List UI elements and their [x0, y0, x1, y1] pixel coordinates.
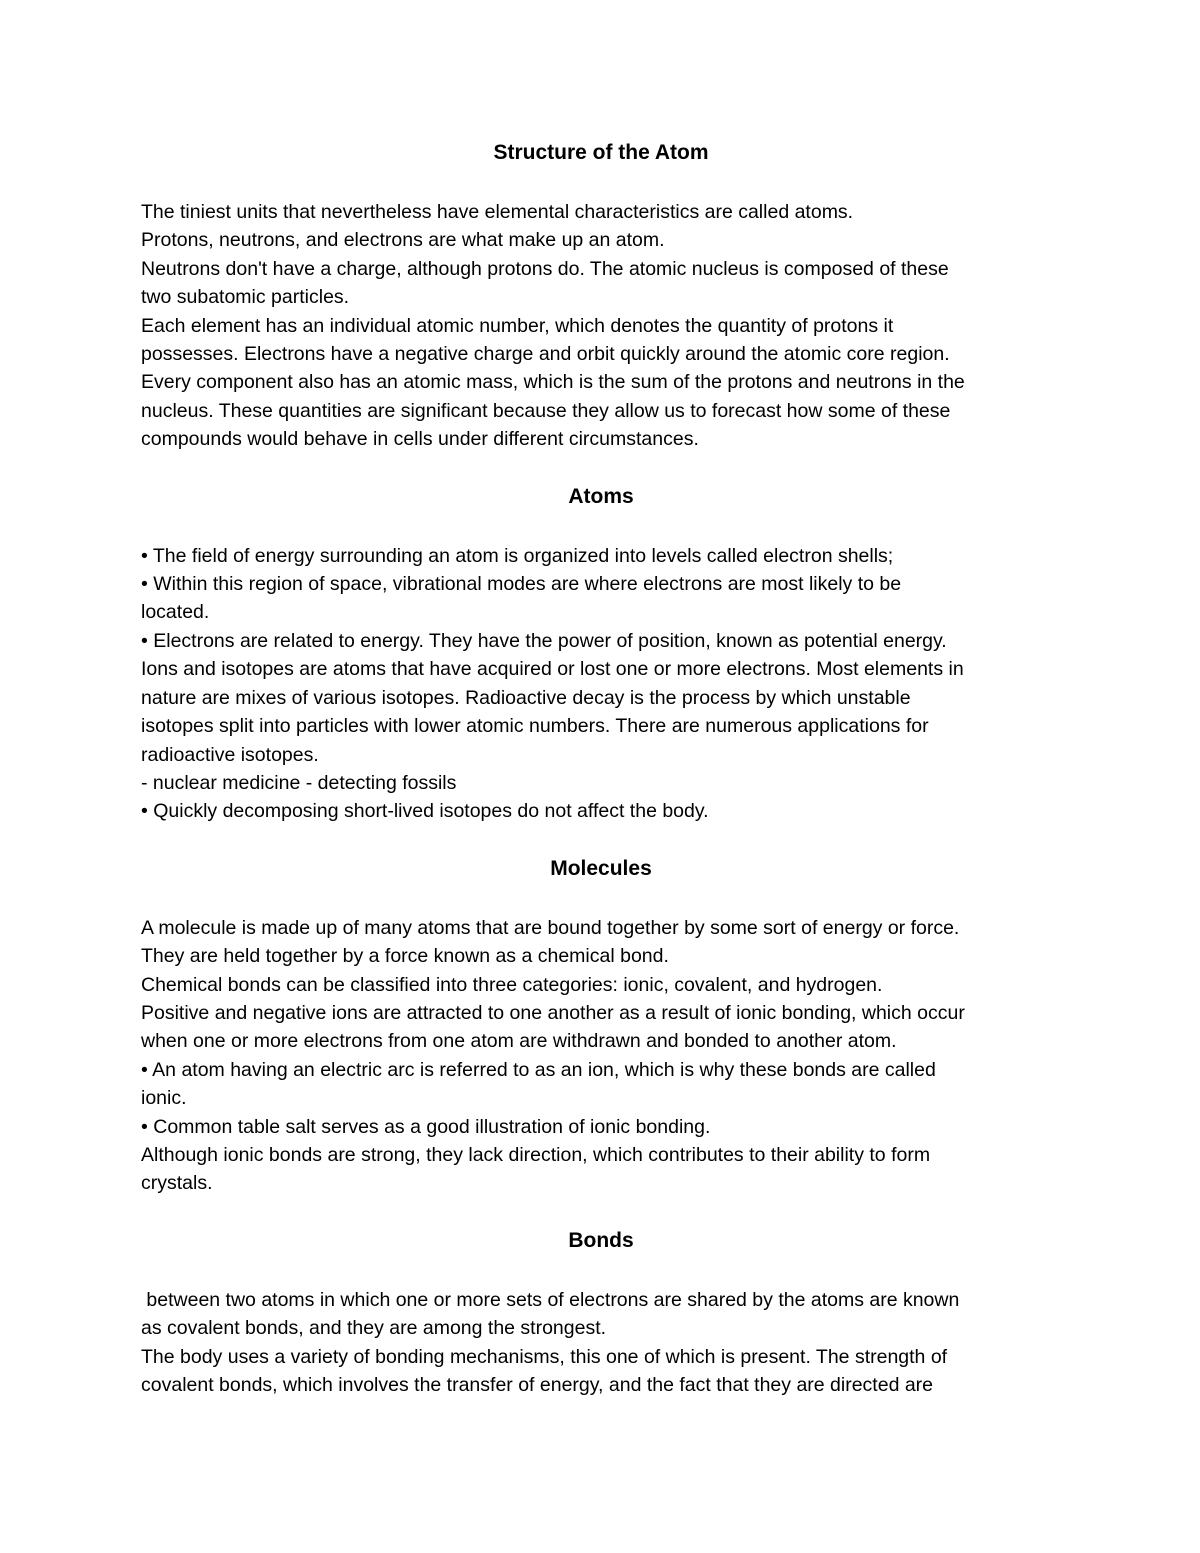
text-line: Chemical bonds can be classified into three categories: ionic, covalent, and hydrogen. [141, 973, 883, 996]
text-line: Each element has an individual atomic number, which denotes the quantity of protons it [141, 314, 894, 337]
text-line: as covalent bonds, and they are among the strongest. [141, 1317, 607, 1340]
text-line: The tiniest units that nevertheless have elemental characteristics are called atoms. [141, 201, 854, 223]
molecules-paragraph [141, 914, 1061, 1198]
text-line: Ions and isotopes are atoms that have acquired or lost one or more electrons. Most elements in [141, 658, 964, 681]
text-line: crystals. [141, 1172, 213, 1195]
page-title: Structure of the Atom [493, 141, 709, 164]
bonds-paragraph [141, 1286, 1061, 1400]
text-line: two subatomic particles. [141, 286, 350, 309]
section-heading-bonds: Bonds [568, 1228, 634, 1252]
text-line: Although ionic bonds are strong, they lack direction, which contributes to their ability to form [141, 1143, 931, 1166]
text-line: • Common table salt serves as a good illustration of ionic bonding. [141, 1115, 711, 1138]
text-line: • Within this region of space, vibrational modes are where electrons are most likely to be [141, 573, 902, 596]
text-line: radioactive isotopes. [141, 743, 319, 766]
text-line: located. [141, 601, 210, 624]
text-line: nature are mixes of various isotopes. Radioactive decay is the process by which unstable [141, 686, 911, 709]
text-line: - nuclear medicine - detecting fossils [141, 771, 457, 794]
text-line: • An atom having an electric arc is referred to as an ion, which is why these bonds are called [141, 1058, 936, 1081]
text-line: isotopes split into particles with lower atomic numbers. There are numerous applications for [141, 715, 929, 738]
text-line: ionic. [141, 1087, 187, 1110]
text-line: covalent bonds, which involves the transfer of energy, and the fact that they are directed are [141, 1374, 934, 1396]
text-line: Every component also has an atomic mass, which is the sum of the protons and neutrons in the [141, 371, 965, 394]
text-line: • Electrons are related to energy. They have the power of position, known as potential energy. [141, 629, 947, 652]
section-heading-atoms: Atoms [568, 484, 634, 508]
text-line: Protons, neutrons, and electrons are what make up an atom. [141, 229, 665, 252]
text-line: nucleus. These quantities are significant because they allow us to forecast how some of these [141, 399, 951, 422]
text-line: Neutrons don't have a charge, although protons do. The atomic nucleus is composed of these [141, 257, 949, 280]
text-line: They are held together by a force known as a chemical bond. [141, 945, 669, 968]
text-line: Positive and negative ions are attracted to one another as a result of ionic bonding, which occur [141, 1001, 965, 1024]
text-line: between two atoms in which one or more sets of electrons are shared by the atoms are known [141, 1288, 960, 1311]
text-line: • The field of energy surrounding an atom is organized into levels called electron shells; [141, 544, 894, 567]
text-line: • Quickly decomposing short-lived isotopes do not affect the body. [141, 800, 709, 823]
text-line: possesses. Electrons have a negative charge and orbit quickly around the atomic core region. [141, 343, 950, 366]
text-line: when one or more electrons from one atom are withdrawn and bonded to another atom. [141, 1030, 897, 1053]
text-line: A molecule is made up of many atoms that are bound together by some sort of energy or force. [141, 916, 960, 939]
text-line: The body uses a variety of bonding mechanisms, this one of which is present. The strength of [141, 1345, 948, 1368]
section-heading-molecules: Molecules [550, 856, 652, 880]
atoms-paragraph [141, 542, 1061, 826]
intro-paragraph [141, 198, 1061, 454]
text-line: compounds would behave in cells under different circumstances. [141, 428, 699, 451]
document-page [141, 138, 1061, 1399]
